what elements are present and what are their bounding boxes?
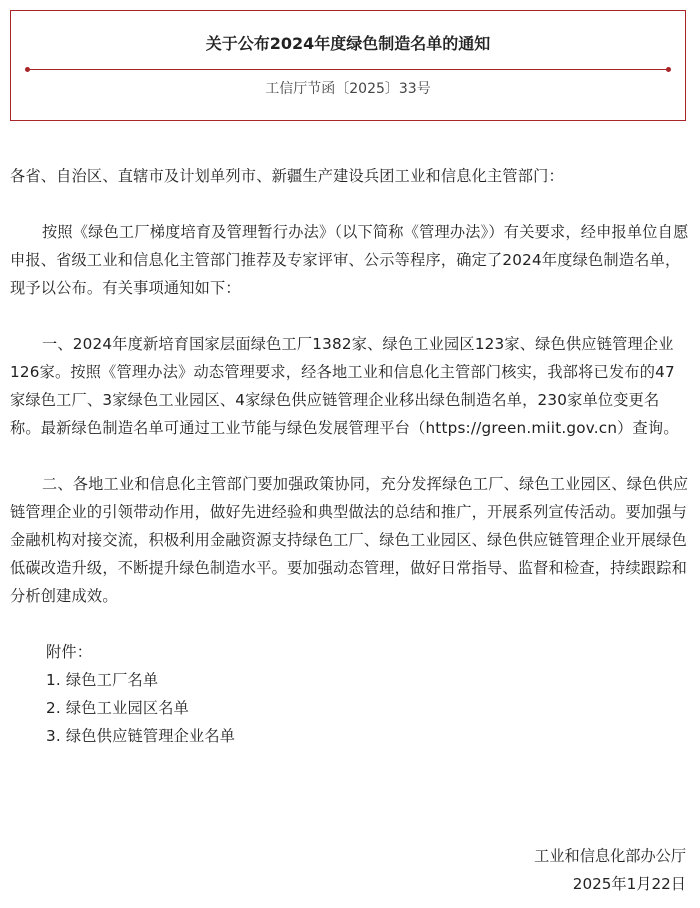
document-header <box>10 10 686 121</box>
document-body <box>10 162 690 750</box>
divider-dot-left <box>25 67 30 72</box>
attachments-label: 附件： <box>46 643 93 661</box>
signature-org: 工业和信息化部办公厅 <box>534 847 686 865</box>
attachment-item-2: 2. 绿色工业园区名单 <box>46 699 190 717</box>
attachment-item-1: 1. 绿色工厂名单 <box>46 671 159 689</box>
salutation: 各省、自治区、直辖市及计划单列市、新疆生产建设兵团工业和信息化主管部门： <box>10 167 564 185</box>
paragraph-two: 二、各地工业和信息化主管部门要加强政策协同，充分发挥绿色工厂、绿色工业园区、绿色供应链管理企业的引领带动作用，做好先进经验和典型做法的总结和推广，开展系列宣传活动。要加强与金融机构对接交流，积极利用金融资源支持绿色工厂、绿色工业园区、绿色供应链管理企业开展绿色低碳改造升级，不断提升绿色制造水平。要加强动态管理，做好日常指导、监督和检查，持续跟踪和分析创建成效。 <box>10 475 689 605</box>
attachment-item-3: 3. 绿色供应链管理企业名单 <box>46 727 236 745</box>
signature-date: 2025年1月22日 <box>572 875 686 893</box>
header-divider <box>27 69 669 70</box>
document-number: 工信厅节函〔2025〕33号 <box>265 81 431 97</box>
paragraph-one: 一、2024年度新培育国家层面绿色工厂1382家、绿色工业园区123家、绿色供应链管理企业126家。按照《管理办法》动态管理要求，经各地工业和信息化主管部门核实，我部将已发布的47家绿色工厂、3家绿色工业园区、4家绿色供应链管理企业移出绿色制造名单，230家单位变更名称。最新绿色制造名单可通过工业节能与绿色发展管理平台（https://green.miit.gov.cn）查询。 <box>10 335 679 437</box>
signature-block <box>534 842 686 898</box>
paragraph-intro: 按照《绿色工厂梯度培育及管理暂行办法》（以下简称《管理办法》）有关要求，经申报单位自愿申报、省级工业和信息化主管部门推荐及专家评审、公示等程序，确定了2024年度绿色制造名单，现予以公布。有关事项通知如下： <box>10 223 689 297</box>
divider-dot-right <box>666 67 671 72</box>
page-title: 关于公布2024年度绿色制造名单的通知 <box>205 34 491 53</box>
